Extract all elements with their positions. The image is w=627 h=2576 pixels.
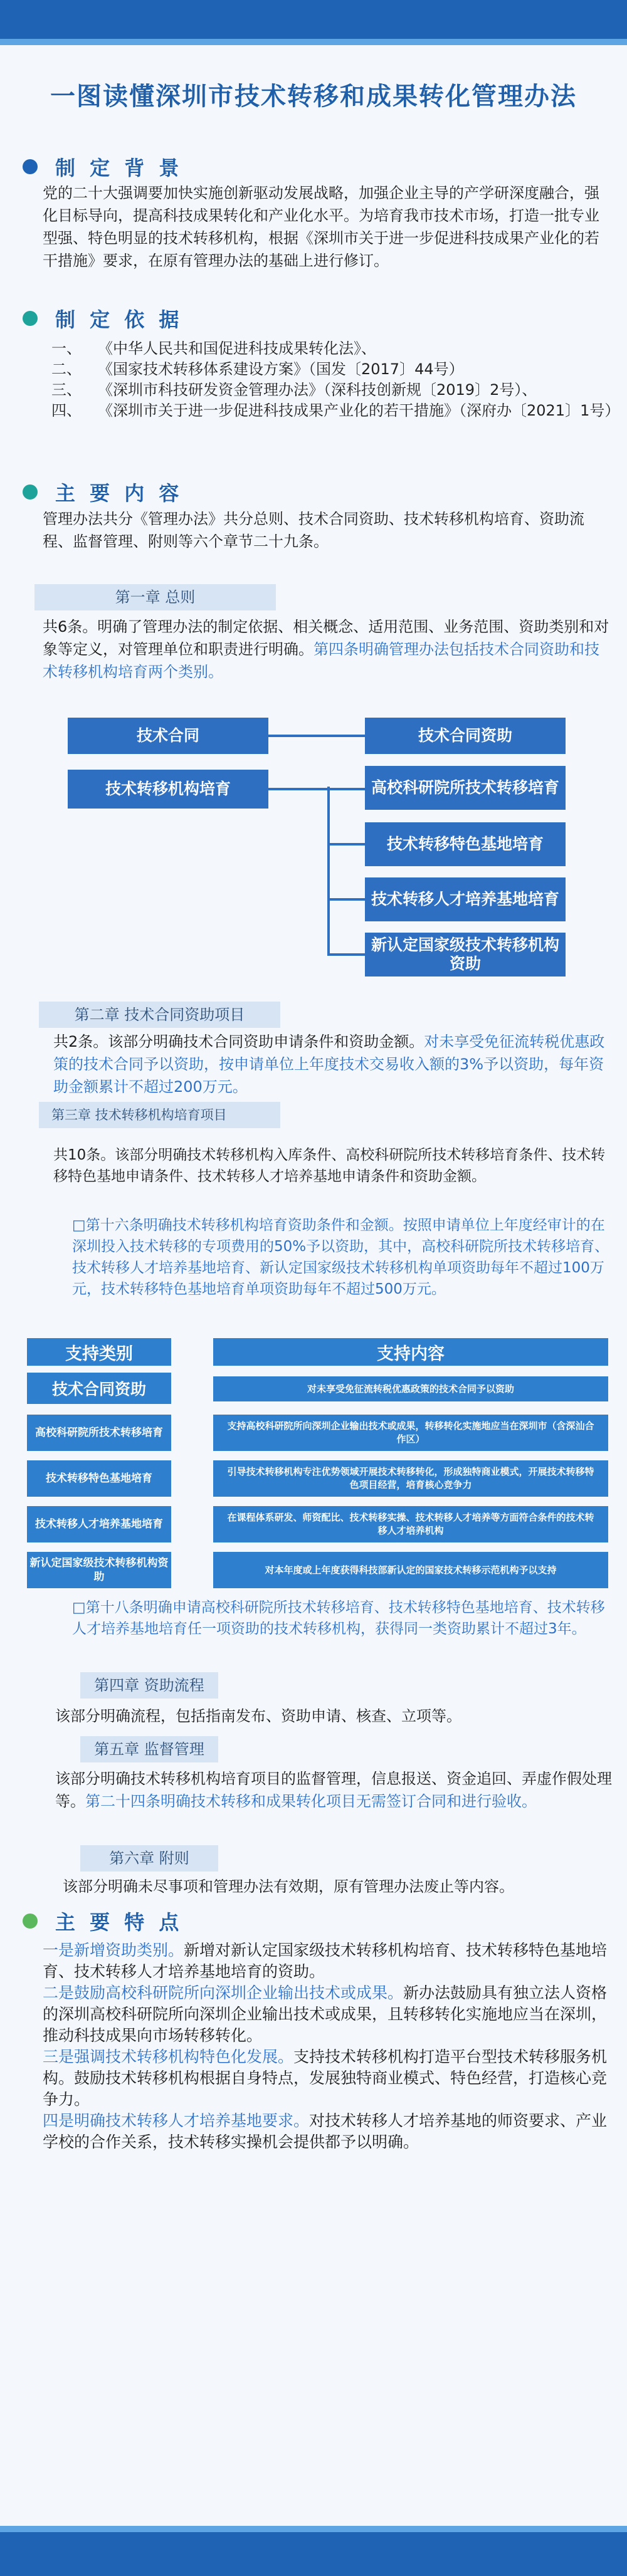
- basis-item: [51, 401, 620, 421]
- feature-highlight: 三是强调技术转移机构特色化发展。: [43, 2048, 294, 2066]
- section-content-heading: [23, 478, 182, 506]
- chapter-6-label: 第六章 附则: [80, 1845, 218, 1872]
- connector-line: [268, 735, 365, 737]
- feature-text: 新增对新认定国家级技术转移机构培育、技术转移特色基地培育、技术转移人才培养基地培育的资助。: [43, 1941, 608, 1981]
- bullet-dot: [23, 1914, 38, 1929]
- chapter-1-highlight: 第四条明确管理办法包括技术合同资助和技术转移机构培育两个类别。: [43, 641, 599, 681]
- chapter-3-highlight: □第十六条明确技术转移机构培育资助条件和金额。按照申请单位上年度经审计的在深圳投入技术转移的专项费用的50%予以资助，其中，高校科研院所技术转移培育、技术转移人才培养基地培育、新认定国家级技术转移机构单项资助每年不超过100万元，技术转移特色基地培育单项资助每年不超过500万元。: [72, 1217, 609, 1297]
- section-basis-heading: [23, 304, 182, 333]
- table-cell-category: 技术合同资助: [27, 1373, 171, 1404]
- chapter-4-text: 该部分明确流程，包括指南发布、资助申请、核查、立项等。: [55, 1707, 461, 1725]
- table-cell-content: 对本年度或上年度获得科技部新认定的国家技术转移示范机构予以支持: [213, 1552, 608, 1588]
- section-background-heading: [23, 152, 182, 181]
- table-header-content: 支持内容: [213, 1338, 608, 1366]
- diagram-right-top: 技术合同资助: [365, 718, 566, 754]
- bullet-dot: [23, 159, 38, 174]
- connector-line: [327, 898, 365, 901]
- features-list: [43, 1940, 616, 2153]
- basis-list: [51, 338, 620, 421]
- table-header-category: 支持类别: [27, 1338, 171, 1366]
- chapter-4-label: 第四章 资助流程: [80, 1672, 218, 1699]
- diagram-right-item: 技术转移人才培养基地培育: [365, 877, 566, 921]
- chapter-5-body: 该部分明确技术转移机构培育项目的监督管理，信息报送、资金追回、弄虚作假处理等。: [55, 1770, 612, 1810]
- feature-item: [43, 1982, 616, 2046]
- diagram-right-item: 高校科研院所技术转移培育: [365, 766, 566, 810]
- chapter-6-text: 该部分明确未尽事项和管理办法有效期，原有管理办法废止等内容。: [63, 1878, 514, 1895]
- chapter-2-body: 共2条。该部分明确技术合同资助申请条件和资助金额。: [53, 1033, 424, 1050]
- chapter-1-body: 共6条。明确了管理办法的制定依据、相关概念、适用范围、业务范围、资助类别和对象等定义，对管理单位和职责进行明确。: [43, 618, 609, 658]
- connector-line: [327, 787, 330, 956]
- table-cell-content: 支持高校科研院所向深圳企业输出技术或成果，转移转化实施地应当在深圳市（含深汕合作区）: [213, 1415, 608, 1451]
- connector-line: [268, 788, 329, 790]
- table-cell-category: 技术转移人才培养基地培育: [27, 1506, 171, 1542]
- chapter-1-text: [43, 615, 613, 683]
- background-text: 党的二十大强调要加快实施创新驱动发展战略，加强企业主导的产学研深度融合，强化目标导向，提高科技成果转化和产业化水平。为培育我市技术市场，打造一批专业型强、特色明显的技术转移机构，根据《深圳市关于进一步促进科技成果产业化的若干措施》要求，在原有管理办法的基础上进行修订。: [43, 184, 599, 270]
- feature-highlight: 二是鼓励高校科研院所向深圳企业输出技术或成果。: [43, 1984, 404, 2002]
- chapter-2-highlight: 对未享受免征流转税优惠政策的技术合同予以资助，按申请单位上年度技术交易收入额的3%予以资助，每年资助金额累计不超过200万元。: [53, 1033, 605, 1096]
- basis-item: [51, 359, 616, 380]
- section-features-heading: [23, 1907, 182, 1935]
- feature-item: [43, 1940, 616, 1982]
- chapter-3-label: 第三章 技术转移机构培育项目: [39, 1102, 280, 1128]
- chapter-1-label: 第一章 总则: [34, 584, 276, 610]
- section-heading: 主 要 内 容: [55, 481, 183, 505]
- bullet-dot: [23, 484, 38, 500]
- section-heading: 主 要 特 点: [55, 1910, 183, 1934]
- feature-item: [43, 2110, 616, 2153]
- table-cell-content: 在课程体系研发、师资配比、技术转移实操、技术转移人才培养等方面符合条件的技术转移人才培养机构: [213, 1506, 608, 1542]
- feature-highlight: 一是新增资助类别。: [43, 1941, 184, 1959]
- basis-item: [51, 338, 616, 359]
- top-stripe: [0, 39, 627, 45]
- chapter-2-text: [53, 1030, 614, 1098]
- content-intro: 管理办法共分《管理办法》共分总则、技术合同资助、技术转移机构培育、资助流程、监督管理、附则等六个章节二十九条。: [43, 510, 584, 550]
- basis-text: 《国家技术转移体系建设方案》（国发〔2017〕44号）: [98, 360, 464, 378]
- connector-line: [327, 953, 365, 956]
- diagram-left-top: 技术合同: [68, 718, 268, 754]
- diagram-right-item: 新认定国家级技术转移机构资助: [365, 933, 566, 976]
- section-heading: 制 定 依 据: [55, 308, 183, 332]
- basis-num: 二、: [51, 360, 82, 378]
- basis-num: 三、: [51, 381, 82, 399]
- page-title: 一图读懂深圳市技术转移和成果转化管理办法: [50, 82, 577, 111]
- top-banner: [0, 0, 627, 45]
- basis-num: 四、: [51, 402, 82, 419]
- table-cell-content: 对未享受免征流转税优惠政策的技术合同予以资助: [213, 1376, 608, 1401]
- bottom-banner: [0, 2526, 627, 2576]
- table-cell-category: 技术转移特色基地培育: [27, 1460, 171, 1497]
- chapter-5-text: [55, 1767, 613, 1813]
- basis-item: [51, 380, 616, 401]
- chapter-3-text: 共10条。该部分明确技术转移机构入库条件、高校科研院所技术转移培育条件、技术转移特色基地申请条件、技术转移人才培养基地申请条件和资助金额。: [53, 1147, 606, 1185]
- feature-highlight: 四是明确技术转移人才培养基地要求。: [43, 2112, 310, 2130]
- basis-text: 《深圳市科技研发资金管理办法》（深科技创新规〔2019〕2号）、: [98, 381, 537, 399]
- basis-text: 《深圳市关于进一步促进科技成果产业化的若干措施》（深府办〔2021〕1号）: [98, 402, 620, 419]
- diagram-left-bottom: 技术转移机构培育: [68, 770, 268, 809]
- bullet-dot: [23, 311, 38, 326]
- basis-text: 《中华人民共和国促进科技成果转化法》、: [98, 340, 376, 357]
- chapter-5-highlight: 第二十四条明确技术转移和成果转化项目无需签订合同和进行验收。: [85, 1793, 537, 1810]
- diagram-right-item: 技术转移特色基地培育: [365, 822, 566, 866]
- feature-text: 新办法鼓励具有独立法人资格的深圳高校科研院所向深圳企业输出技术或成果，且转移转化实施地应当在深圳，推动科技成果向市场转移转化。: [43, 1984, 608, 2045]
- basis-num: 一、: [51, 340, 82, 357]
- section-heading: 制 定 背 景: [55, 156, 183, 180]
- chapter-2-label: 第二章 技术合同资助项目: [39, 1002, 280, 1028]
- table-cell-category: 高校科研院所技术转移培育: [27, 1415, 171, 1451]
- feature-text: 支持技术转移机构打造平台型技术转移服务机构。鼓励技术转移机构根据自身特点，发展独特商业模式、特色经营，打造核心竞争力。: [43, 2048, 608, 2108]
- table-cell-category: 新认定国家级技术转移机构资助: [27, 1552, 171, 1588]
- chapter-5-label: 第五章 监督管理: [80, 1736, 218, 1762]
- feature-text: 对技术转移人才培养基地的师资要求、产业学校的合作关系，技术转移实操机会提供都予以明确。: [43, 2112, 608, 2151]
- table-cell-content: 引导技术转移机构专注优势领域开展技术转移转化，形成独特商业模式，开展技术转移特色项目经营，培育核心竞争力: [213, 1460, 608, 1497]
- feature-item: [43, 2046, 616, 2110]
- bottom-stripe: [0, 2526, 627, 2532]
- connector-line: [327, 843, 365, 846]
- chapter-3-highlight-2: □第十八条明确申请高校科研院所技术转移培育、技术转移特色基地培育、技术转移人才培养基地培育任一项资助的技术转移机构，获得同一类资助累计不超过3年。: [72, 1600, 605, 1637]
- connector-line: [327, 788, 365, 790]
